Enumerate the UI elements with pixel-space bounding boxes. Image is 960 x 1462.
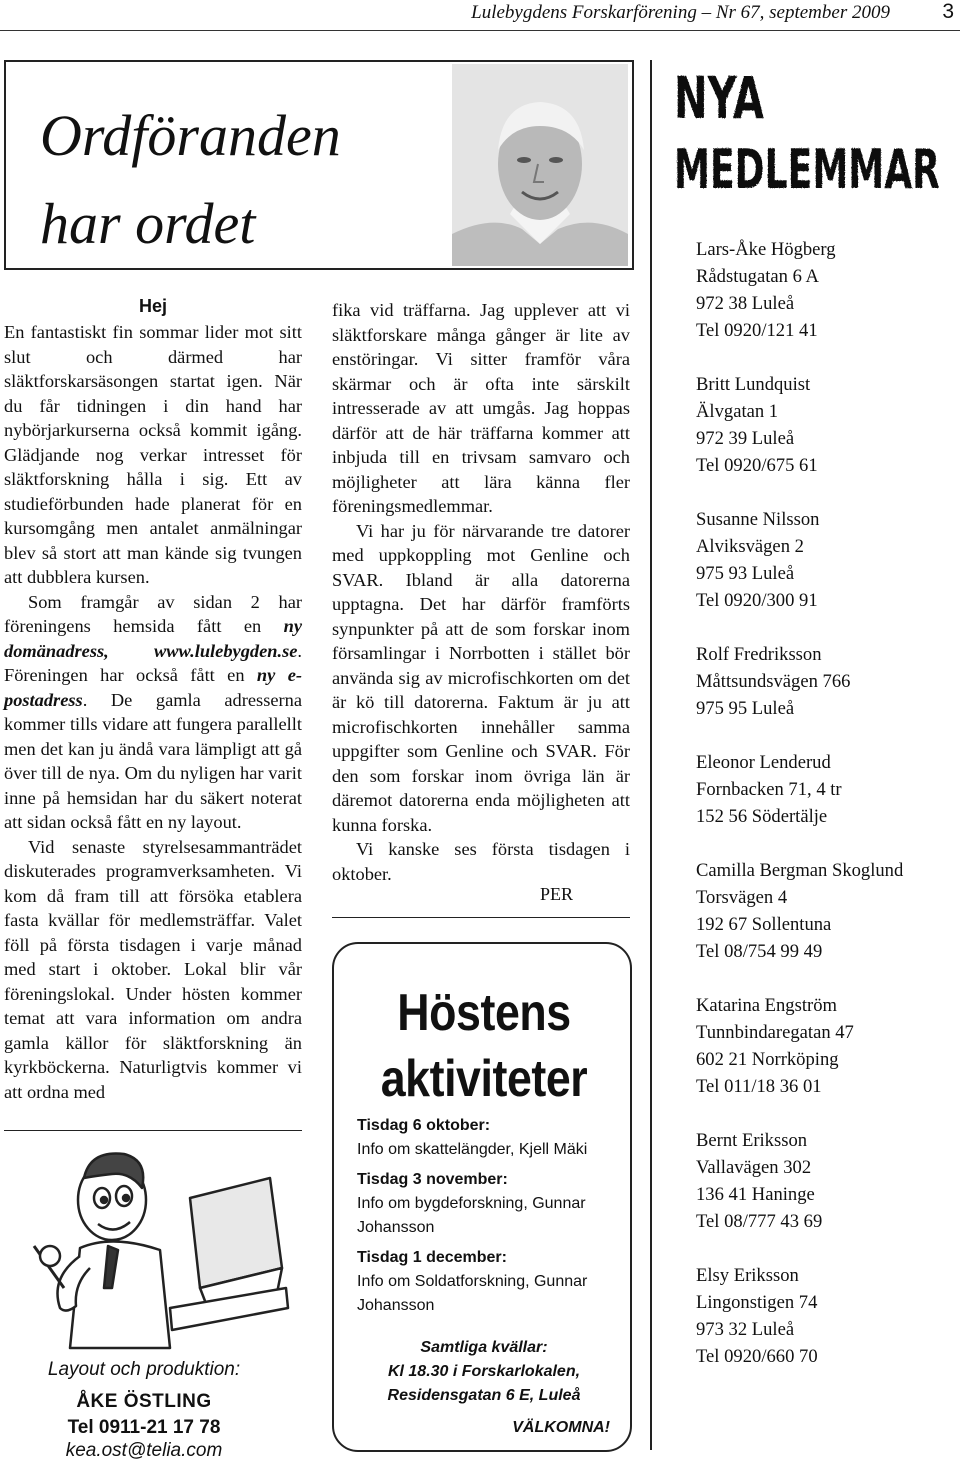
member-name: Camilla Bergman Skoglund: [696, 860, 904, 881]
member-city: 975 95 Luleå: [696, 698, 795, 719]
member-street: Lingonstigen 74: [696, 1292, 818, 1313]
member-name: Susanne Nilsson: [696, 509, 820, 530]
activities-footer: Samtliga kvällar: Kl 18.30 i Forskarlokalen, Residensgatan 6 E, Luleå: [387, 1339, 581, 1404]
member-street: Tunnbindaregatan 47: [696, 1022, 854, 1043]
member-entry: [696, 236, 956, 344]
column-rule: [4, 1130, 302, 1131]
member-city: 972 39 Luleå: [696, 428, 795, 449]
greeting-heading: Hej: [138, 296, 167, 316]
paragraph: Vid senaste styrelsesammanträdet diskuterades programverksamheten. Vi kom då fram till att försöka etablera fasta kvällar för medlemsträffar. Valet föll på första tisdagen i varje månad med start i oktober. Lokal blir vår föreningslokal. Under hösten kommer temat att vara information om andra gamla källor för släktforskning än kyrkböckerna. Naturligtvis kommer vi att ordna med: [4, 836, 302, 1102]
member-entry: [696, 992, 956, 1100]
paragraph: fika vid träffarna. Jag upplever att vi släktforskare många gånger är lite av enstöringar. Vi sitter framför våra skärmar och är ofta inte särskilt intresserade av att umgås. Jag hoppas därför att de här träffarna kommer att inbjuda till en trivsam samvaro och möjligheter att lära känna fler föreningsmedlemmar.: [332, 300, 630, 516]
member-phone: Tel 08/777 43 69: [696, 1211, 823, 1232]
article-title-line1: Ordföranden: [40, 103, 341, 168]
welcome-text: VÄLKOMNA!: [512, 1419, 610, 1436]
activity-description: Info om skattelängder, Kjell Mäki: [357, 1141, 588, 1158]
publication-header: Lulebygdens Forskarförening – Nr 67, september 2009: [471, 2, 890, 23]
member-street: Måttsundsvägen 766: [696, 671, 851, 692]
svg-text:NYA: NYA: [674, 64, 765, 132]
svg-text:MEDLEMMAR: MEDLEMMAR: [674, 138, 940, 201]
member-street: Torsvägen 4: [696, 887, 788, 908]
member-entry: [696, 857, 956, 965]
member-entry: [696, 371, 956, 479]
member-name: Eleonor Lenderud: [696, 752, 831, 773]
cartoon-computer-illustration: [20, 1138, 292, 1358]
activities-list: [357, 1114, 617, 1318]
article-column-1: [4, 320, 302, 1104]
credits-email: kea.ost@telia.com: [65, 1440, 223, 1461]
member-entry: [696, 1262, 956, 1370]
paragraph: Vi har ju för närvarande tre datorer med uppkoppling mot Genline och SVAR. Ibland är alla datorerna upptagna. Det har därför framförts synpunkter på att de som forskar inom församlingar i Norrbotten i stället bör använda sig av microfischkorten om det är kö till datorerna. Faktum är ju att microfischkorten innehåller samma uppgifter som Genline och SVAR. För den som forskar inom övriga län är däremot datorerna enda möjligheten att kunna forska.: [332, 520, 630, 835]
member-street: Fornbacken 71, 4 tr: [696, 779, 842, 800]
member-name: Britt Lundquist: [696, 374, 811, 395]
article-title: [40, 92, 341, 268]
new-members-list: [696, 236, 956, 1397]
activity-description: Info om bygdeforskning, Gunnar Johansson: [357, 1195, 586, 1236]
member-phone: Tel 0920/300 91: [696, 590, 818, 611]
member-street: Älvgatan 1: [696, 401, 779, 422]
email-address-highlight: ny e-postadress: [4, 665, 302, 710]
credits-phone: Tel 0911-21 17 78: [67, 1417, 221, 1438]
paragraph: En fantastiskt fin sommar lider mot sitt slut och därmed har släktforskarsäsongen startat igen. När du får tidningen i din hand har nybörjarkurserna också kommit igång. Glädjande nog verkar intresset för släktforskning hålla i sig. Ett av studieförbunden hade planerat för en kursomgång men antalet anmälningar blev så stort att man kände sig tvungen att dubblera kursen.: [4, 322, 302, 587]
paragraph: Vi kanske ses första tisdagen i oktober.: [332, 839, 630, 884]
member-entry: [696, 1127, 956, 1235]
member-city: 136 41 Haninge: [696, 1184, 815, 1205]
activity-description: Info om Soldatforskning, Gunnar Johansson: [357, 1273, 588, 1314]
member-street: Alviksvägen 2: [696, 536, 804, 557]
member-city: 602 21 Norrköping: [696, 1049, 839, 1070]
member-phone: Tel 0920/121 41: [696, 320, 818, 341]
member-city: 975 93 Luleå: [696, 563, 795, 584]
nya-medlemmar-logo: [660, 60, 950, 208]
member-city: 973 32 Luleå: [696, 1319, 795, 1340]
activity-date: Tisdag 6 oktober:: [357, 1117, 491, 1134]
member-city: 192 67 Sollentuna: [696, 914, 832, 935]
article-title-line2: har ordet: [40, 191, 256, 256]
page-number: 3: [942, 0, 954, 23]
member-name: Elsy Eriksson: [696, 1265, 799, 1286]
member-city: 972 38 Luleå: [696, 293, 795, 314]
activity-date: Tisdag 3 november:: [357, 1171, 508, 1188]
column-rule: [332, 917, 630, 918]
member-city: 152 56 Södertälje: [696, 806, 828, 827]
chairman-portrait-photo: [452, 64, 628, 266]
member-phone: Tel 011/18 36 01: [696, 1076, 822, 1097]
column-divider: [650, 60, 652, 1450]
member-phone: Tel 0920/675 61: [696, 455, 818, 476]
paragraph: Som framgår av sidan 2 har föreningens hemsida fått en ny domänadress, www.lulebygden.se. Föreningen har också fått en ny e-postadress. De gamla adresserna kommer tills vidare att fungera parallellt men det kan ju ändå vara lämpligt att gå över till de nya. Om du nyligen har varit inne på hemsidan har du säkert noterat att sidan också fått en ny layout.: [4, 591, 302, 832]
member-name: Lars-Åke Högberg: [696, 239, 836, 260]
member-entry: [696, 641, 956, 722]
member-phone: Tel 0920/660 70: [696, 1346, 818, 1367]
member-name: Bernt Eriksson: [696, 1130, 808, 1151]
production-credits: [4, 1358, 284, 1462]
member-street: Rådstugatan 6 A: [696, 266, 819, 287]
header-rule: [0, 30, 960, 31]
member-entry: [696, 749, 956, 830]
credits-name: ÅKE ÖSTLING: [76, 1391, 212, 1412]
signature: PER: [540, 884, 574, 904]
member-name: Katarina Engström: [696, 995, 837, 1016]
member-phone: Tel 08/754 99 49: [696, 941, 823, 962]
credits-label: Layout och produktion:: [47, 1359, 241, 1380]
article-column-2: [332, 298, 630, 886]
member-name: Rolf Fredriksson: [696, 644, 822, 665]
member-entry: [696, 506, 956, 614]
domain-address-highlight: ny domänadress, www.lulebygden.se: [4, 616, 302, 661]
activities-title: Höstens aktiviteter: [380, 984, 588, 1108]
activity-date: Tisdag 1 december:: [357, 1249, 507, 1266]
member-street: Vallavägen 302: [696, 1157, 812, 1178]
